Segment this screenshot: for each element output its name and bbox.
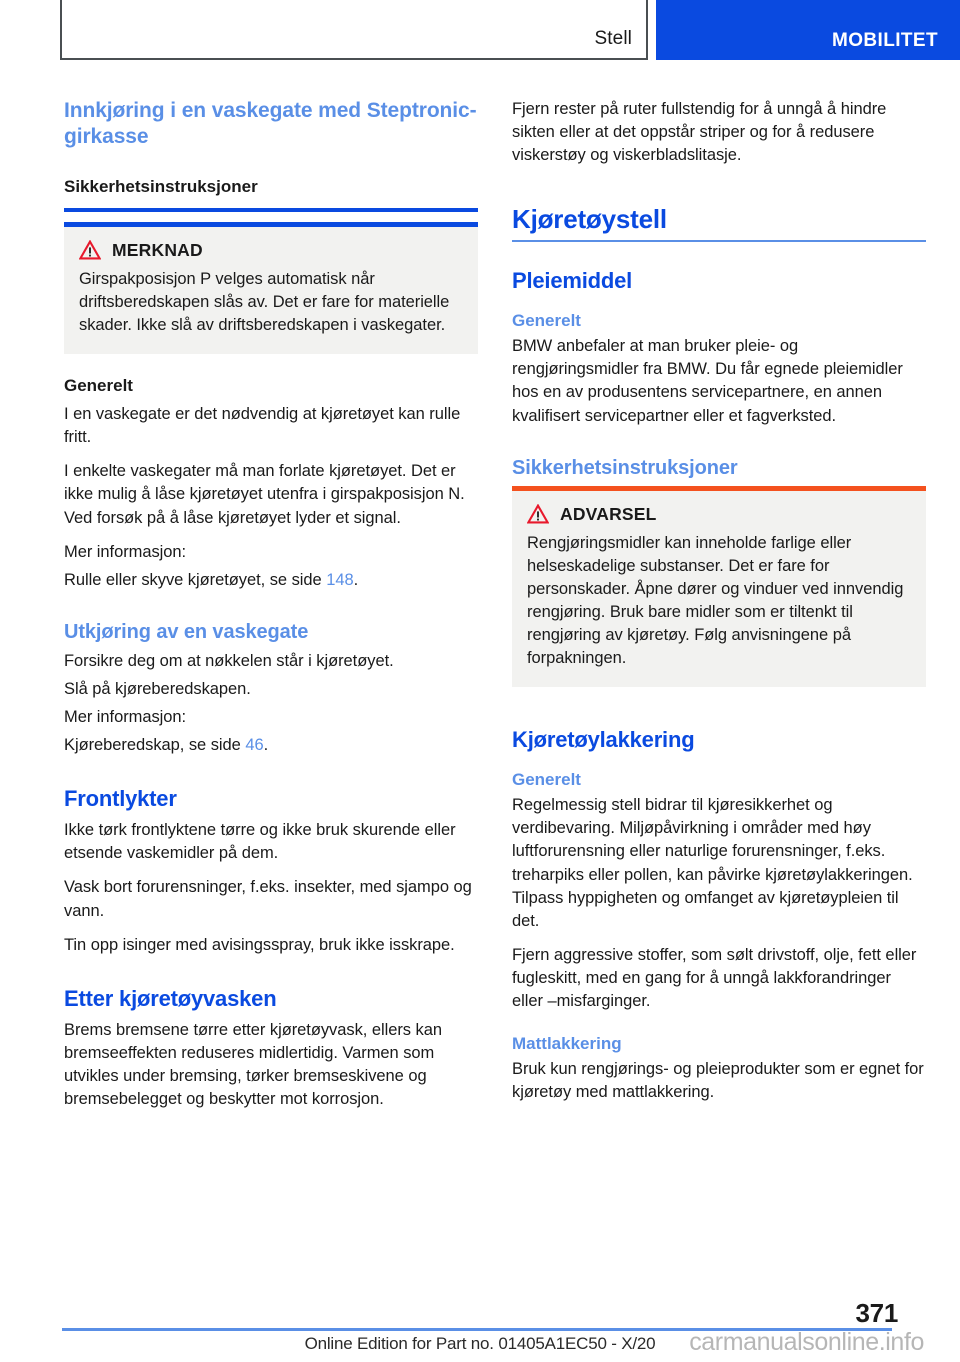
spacer [512, 760, 926, 770]
paragraph-pleiemiddel-1: BMW anbefaler at man bruker pleie- og rengjøringsmidler fra BMW. Du får egnede pleiemidler hos en av produsentens servicepartnere, en annen kvalifisert servicepartner eller et fagverksted. [512, 337, 903, 425]
notice-title: MERKNAD [112, 239, 203, 260]
notice-text: Rengjøringsmidler kan inneholde farlige eller helseskadelige substanser. Det er fare for personskader. Åpne dører og vinduer ved innvendig rengjøring. Bruk bare midler som er tiltenkt til rengjøring av kjøretøy. Følg anvisningene på forpakningen. [527, 533, 904, 668]
notice-box-merknad [64, 222, 478, 354]
paragraph-utkjoring-1: Forsikre deg om at nøkkelen står i kjøretøyet. [64, 651, 394, 670]
page-title: Innkjøring i en vaskegate med Steptronic-girkasse [64, 99, 477, 149]
spacer [512, 301, 926, 311]
cross-reference-2-page[interactable]: 46 [245, 736, 264, 755]
paragraph-intro-right: Fjern rester på ruter fullstendig for å unngå å hindre sikten eller at det oppstår striper og for å redusere viskerstøy og viskerbladslitasje. [512, 100, 887, 165]
paragraph-frontlykter-1: Ikke tørk frontlyktene tørre og ikke bruk skurende eller etsende vaskemidler på dem. [64, 821, 456, 863]
spacer [512, 242, 926, 268]
spacer [512, 178, 926, 204]
heading-frontlykter: Frontlykter [64, 786, 177, 812]
spacer [512, 1024, 926, 1034]
spacer [64, 968, 478, 986]
cross-reference-2-period: . [263, 736, 269, 755]
warning-triangle-icon [527, 504, 549, 524]
heading-sikkerhetsinstruksjoner: Sikkerhetsinstruksjoner [64, 176, 258, 196]
footer-edition-note: Online Edition for Part no. 01405A1EC50 - X/20 [304, 1334, 656, 1353]
warning-triangle-icon [79, 240, 101, 260]
paragraph-frontlykter-3: Tin opp isinger med avisingsspray, bruk ikke isskrape. [64, 935, 455, 954]
heading-kjoretoylakkering: Kjøretøylakkering [512, 727, 695, 753]
spacer [512, 439, 926, 457]
cross-reference-1 [64, 569, 478, 592]
cross-reference-2-text: Kjøreberedskap, se side [64, 736, 246, 755]
notice-title: ADVARSEL [560, 503, 657, 524]
notice-header [79, 240, 463, 261]
left-column [64, 98, 478, 1122]
paragraph-frontlykter-2: Vask bort forurensninger, f.eks. insekter, med sjampo og vann. [64, 878, 472, 920]
heading-etter-kjoretoyvasken: Etter kjøretøyvasken [64, 985, 277, 1011]
heading-mattlakkering: Mattlakkering [512, 1034, 622, 1054]
paragraph-mattlakkering-1: Bruk kun rengjørings- og pleieprodukter som er egnet for kjøretøy med mattlakkering. [512, 1060, 924, 1102]
paragraph-lakkering-2: Fjern aggressive stoffer, som sølt drivstoff, olje, fett eller fugleskitt, med en gang for å unngå lakkforandringer eller –misfarginger. [512, 945, 917, 1010]
heading-generelt-left: Generelt [64, 376, 133, 396]
paragraph-generelt-2: I enkelte vaskegater må man forlate kjøretøyet. Det er ikke mulig å låse kjøretøyet utenfra i girspakposisjon N. Ved forsøk på å låse kjøretøyet lyder et signal. [64, 462, 465, 527]
paragraph-lakkering-1: Regelmessig stell bidrar til kjøresikkerhet og verdibevaring. Miljøpåvirkning i områder med høy luftforurensning eller naturlige forurensninger, f.eks. treharpiks eller pollen, kan påvirke kjøretøylakkeringen. Tilpass hyppigheten og omfanget av kjøretøypleien til det. [512, 796, 913, 930]
cross-reference-1-text: Rulle eller skyve kjøretøyet, se side [64, 570, 327, 589]
heading-generelt-pleiemiddel: Generelt [512, 311, 581, 331]
right-column [512, 98, 926, 1115]
cross-reference-1-page[interactable]: 148 [326, 570, 354, 589]
cross-reference-1-period: . [353, 570, 359, 589]
header-chapter-label: MOBILITET [832, 30, 938, 51]
label-mer-informasjon-1: Mer informasjon: [64, 542, 187, 561]
heading-utkjoring: Utkjøring av en vaskegate [64, 620, 309, 643]
spacer [512, 709, 926, 727]
notice-box-advarsel [512, 486, 926, 688]
page-number: 371 [855, 1298, 898, 1328]
paragraph-utkjoring-2: Slå på kjøreberedskapen. [64, 679, 251, 698]
heading-sikkerhetsinstruksjoner-right: Sikkerhetsinstruksjoner [512, 456, 738, 479]
paragraph-etter-1: Brems bremsene tørre etter kjøretøyvask, ellers kan bremseeffekten reduseres midlertidig. Varmen som utvikles under bremsing, tørker bremseskivene og bremsebelegget og beskytter mot korrosjon. [64, 1020, 442, 1108]
paragraph-generelt-1: I en vaskegate er det nødvendig at kjøretøyet kan rulle fritt. [64, 405, 461, 447]
spacer [64, 212, 478, 222]
notice-text: Girspakposisjon P velges automatisk når driftsberedskapen slås av. Det er fare for materielle skader. Ikke slå av driftsberedskapen i vaskegater. [79, 269, 450, 335]
watermark: carmanualsonline.info [689, 1328, 924, 1356]
heading-generelt-lakkering: Generelt [512, 770, 581, 790]
header-section-label: Stell [594, 28, 632, 49]
spacer [64, 603, 478, 621]
label-mer-informasjon-2: Mer informasjon: [64, 708, 187, 727]
spacer [64, 768, 478, 786]
heading-pleiemiddel: Pleiemiddel [512, 268, 633, 294]
heading-kjoretoystell: Kjøretøystell [512, 204, 926, 242]
notice-header [527, 504, 911, 525]
cross-reference-2 [64, 734, 478, 757]
